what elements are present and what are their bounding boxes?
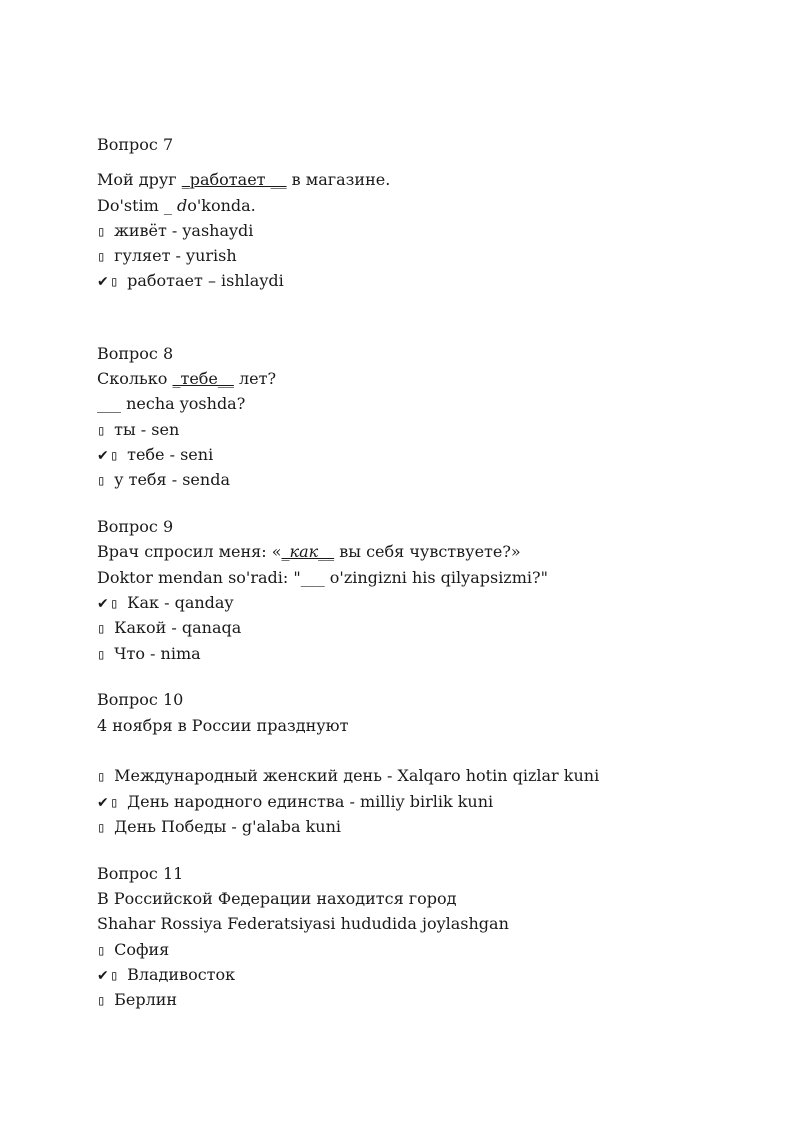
prompt-text: вы себя чувствуете?» [334,542,521,562]
question-title: Вопрос 9 [97,517,174,537]
option-label: София [114,939,170,959]
translation-text: o'konda. [187,195,256,215]
question-11 [97,861,737,1013]
checkbox-icon: ▯ [110,967,119,984]
prompt-answer-blank: _тебе__ [172,369,234,389]
question-9 [97,514,737,666]
checkbox-icon: ▯ [97,769,106,786]
option-item [97,467,737,492]
checkbox-icon: ▯ [110,794,119,811]
option-item [97,243,737,268]
question-prompt [97,167,737,192]
option-item-correct [97,442,737,467]
option-label: Международный женский день - Xalqaro hotin qizlar kuni [114,766,600,786]
option-item-correct [97,590,737,615]
prompt-text: лет? [233,369,277,389]
option-label: ты - sen [114,419,180,439]
question-prompt: 4 ноября в России празднуют [97,715,349,735]
option-item-correct [97,962,737,987]
checkbox-icon: ▯ [97,993,106,1010]
question-prompt: В Российской Федерации находится город [97,888,457,908]
option-item [97,615,737,640]
option-label: гуляет - yurish [114,246,237,266]
option-label: Владивосток [127,964,236,984]
prompt-text: Мой друг [97,170,182,190]
question-translation: ___ necha yoshda? [97,394,246,414]
option-item [97,417,737,442]
option-label: живёт - yashaydi [114,220,254,240]
question-translation: Shahar Rossiya Federatsiyasi hududida joylashgan [97,914,509,934]
checkbox-icon: ▯ [97,646,106,663]
checkbox-icon: ▯ [97,422,106,439]
prompt-answer-blank: _работает __ [181,170,287,190]
option-label: Какой - qanaqa [114,618,242,638]
prompt-answer-blank: _как__ [281,542,335,562]
checkmark-icon: ✔ [97,274,109,291]
question-title: Вопрос 11 [97,863,184,883]
checkmark-icon: ✔ [97,447,109,464]
option-label: у тебя - senda [114,470,230,490]
option-label: Берлин [114,990,178,1010]
option-label: Что - nima [114,643,201,663]
checkbox-icon: ▯ [110,447,119,464]
question-prompt [97,539,737,564]
question-title: Вопрос 10 [97,690,184,710]
option-label: День народного единства - milliy birlik kuni [127,791,494,811]
question-translation: Doktor mendan so'radi: "___ o'zingizni his qilyapsizmi?" [97,567,548,587]
prompt-text: в магазине. [286,170,391,190]
translation-text: Do'stim _ [97,195,177,215]
question-7 [97,132,737,294]
option-item-correct [97,268,737,293]
question-title: Вопрос 8 [97,343,174,363]
checkmark-icon: ✔ [97,967,109,984]
translation-text: d [176,195,188,215]
checkbox-icon: ▯ [97,249,106,266]
checkbox-icon: ▯ [97,223,106,240]
option-item-correct [97,789,737,814]
option-label: День Победы - g'alaba kuni [114,816,342,836]
question-8 [97,341,737,493]
option-item [97,641,737,666]
question-title: Вопрос 7 [97,135,174,154]
option-label: Как - qanday [127,592,234,612]
document-page [97,132,737,1012]
question-prompt [97,366,737,391]
checkbox-icon: ▯ [97,621,106,638]
option-label: работает – ishlaydi [127,271,284,291]
checkmark-icon: ✔ [97,794,109,811]
prompt-text: Врач спросил меня: « [97,542,282,562]
option-item [97,987,737,1012]
checkmark-icon: ✔ [97,595,109,612]
checkbox-icon: ▯ [110,274,119,291]
question-translation [97,193,737,218]
option-item [97,218,737,243]
prompt-text: Сколько [97,369,173,389]
checkbox-icon: ▯ [97,473,106,490]
option-label: тебе - seni [127,444,214,464]
option-item [97,763,737,788]
checkbox-icon: ▯ [97,942,106,959]
option-item [97,814,737,839]
question-10 [97,687,737,839]
checkbox-icon: ▯ [110,595,119,612]
option-item [97,937,737,962]
checkbox-icon: ▯ [97,819,106,836]
